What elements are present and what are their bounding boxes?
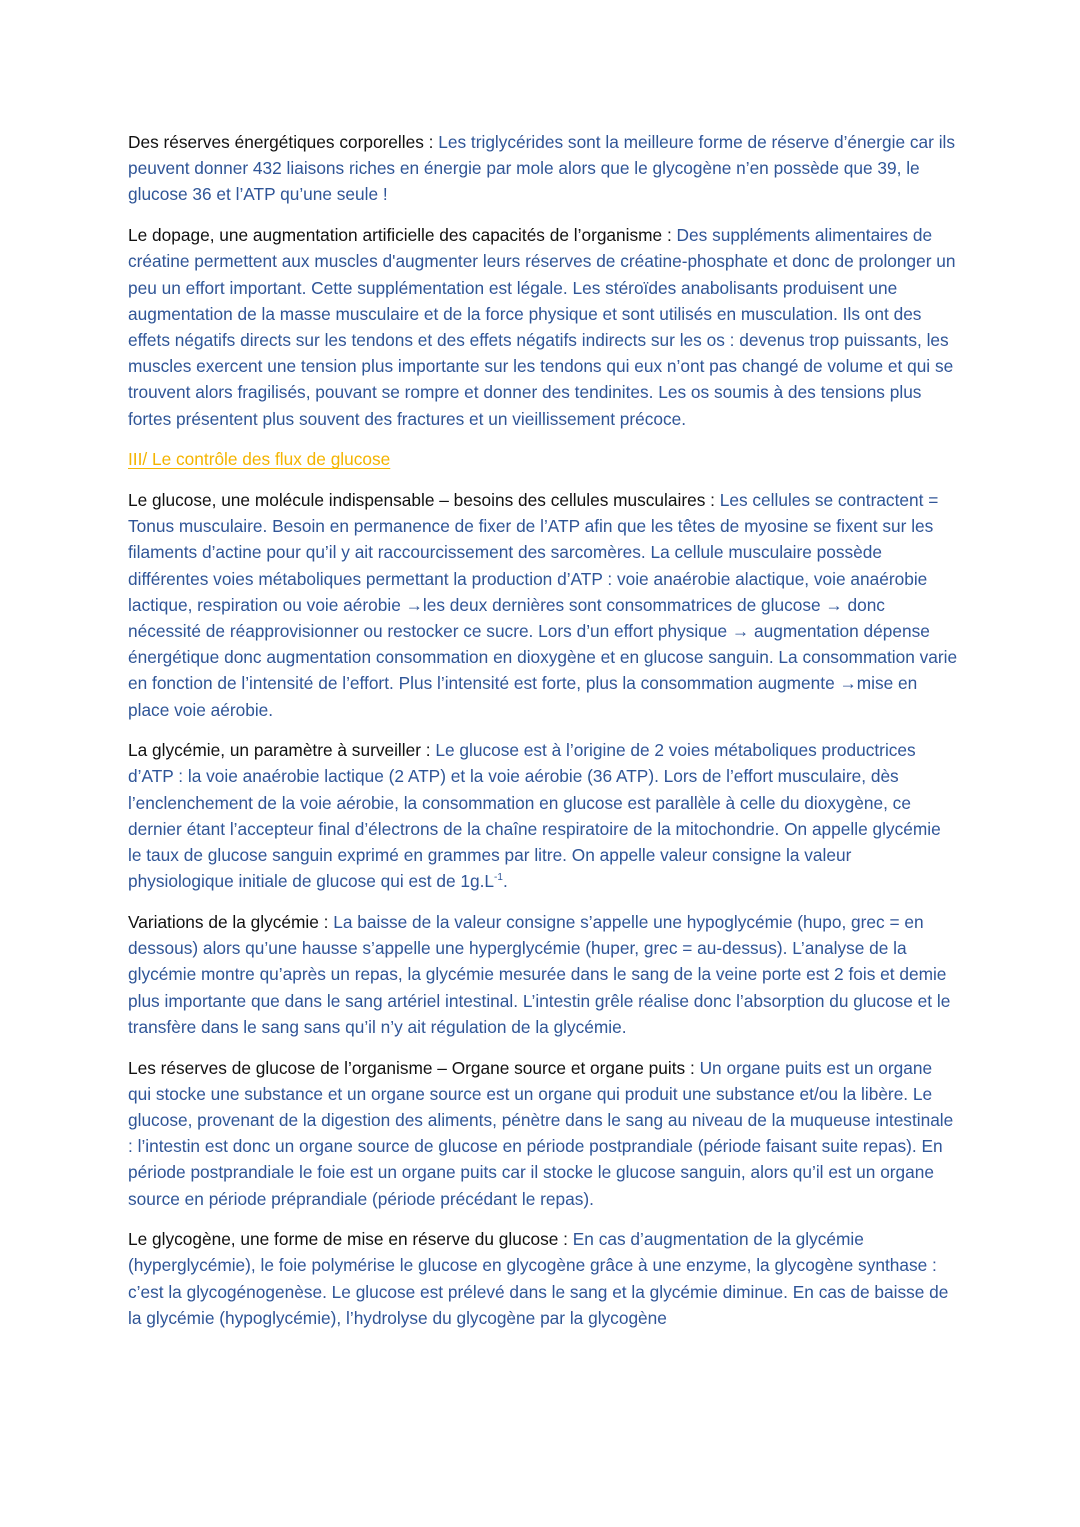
paragraph-body: Le glucose est à l’origine de 2 voies métaboliques productrices d’ATP : la voie anaérobie lactique (2 ATP) et la voie aérobie (36 ATP). Lors de l’effort musculaire, dès l’enclenchement de la voie aérobie, la consommation en glucose est parallèle à celle du dioxygène, ce dernier étant l’accepteur final d’électrons de la chaîne respiratoire de la mitochondrie. On appelle glycémie le taux de glucose sanguin exprimé en grammes par litre. On appelle valeur consigne la valeur physiologique initiale de glucose qui est de 1g.L	[128, 740, 941, 892]
paragraph-label: Le glucose, une molécule indispensable – besoins des cellules musculaires :	[128, 489, 720, 510]
paragraph-label: Le dopage, une augmentation artificielle des capacités de l’organisme :	[128, 225, 677, 246]
paragraph-label: Des réserves énergétiques corporelles :	[128, 132, 439, 152]
paragraph-body: En cas d’augmentation de la glycémie (hyperglycémie), le foie polymérise le glucose en glycogène grâce à une enzyme, la glycogène synthase : c’est la glycogénogenèse. Le glucose est prélevé dans le sang et la glycémie diminue. En cas de baisse de la glycémie (hypoglycémie), l’hydrolyse du glycogène par la glycogène	[128, 1229, 949, 1328]
paragraph-body: Les triglycérides sont la meilleure forme de réserve d’énergie car ils peuvent donner 432 liaisons riches en énergie par mole alors que le glycogène n’en possède que 39, le glucose 36 et l’ATP qu’une seule !	[128, 132, 956, 205]
paragraph-label: La glycémie, un paramètre à surveiller :	[128, 740, 436, 761]
superscript-unit: -1	[494, 872, 503, 884]
paragraph-body: Les cellules se contractent = Tonus musculaire. Besoin en permanence de fixer de l’ATP afin que les têtes de myosine se fixent sur les filaments d’actine pour qu’il y ait raccourcissement des sarcomères. La cellule musculaire possède différentes voies métaboliques permettant la production d’ATP : voie anaérobie alactique, voie anaérobie lactique, respiration ou voie aérobie →les deux dernières sont consommatrices de glucose → donc nécessité de réapprovisionner ou restocker ce sucre. Lors d’un effort physique → augmentation dépense énergétique donc augmentation consommation en dioxygène et en glucose sanguin. La consommation varie en fonction de l’intensité de l’effort. Plus l’intensité est forte, plus la consommation augmente →mise en place voie aérobie.	[128, 489, 958, 720]
paragraph-glycemie	[128, 737, 958, 894]
paragraph-variations-glycemie	[128, 909, 958, 1040]
paragraph-glucose-molecule	[128, 487, 958, 723]
paragraph-label: Le glycogène, une forme de mise en réserve du glucose :	[128, 1229, 573, 1250]
document-page	[128, 129, 958, 1346]
paragraph-reserves-glucose	[128, 1055, 958, 1212]
paragraph-body: La baisse de la valeur consigne s’appelle une hypoglycémie (hupo, grec = en dessous) alors qu’une hausse s’appelle une hyperglycémie (huper, grec = au-dessus). L’analyse de la glycémie montre qu’après un repas, la glycémie mesurée dans le sang de la veine porte est 2 fois et demie plus importante que dans le sang artériel intestinal. L’intestin grêle réalise donc l’absorption du glucose et le transfère dans le sang sans qu’il n’y ait régulation de la glycémie.	[128, 911, 951, 1037]
paragraph-dopage	[128, 222, 958, 432]
paragraph-body: Un organe puits est un organe qui stocke une substance et un organe source est un organe qui produit une substance et/ou la libère. Le glucose, provenant de la digestion des aliments, pénètre dans le sang au niveau de la muqueuse intestinale : l’intestin est donc un organe source de glucose en période postprandiale (période faisant suite repas). En période postprandiale le foie est un organe puits car il stocke le glucose sanguin, alors qu’il est un organe source en période préprandiale (période précédant le repas).	[128, 1057, 954, 1209]
paragraph-reserves-energetiques	[128, 129, 958, 208]
paragraph-glycogene	[128, 1226, 958, 1331]
paragraph-label: Variations de la glycémie :	[128, 911, 334, 932]
paragraph-label: Les réserves de glucose de l’organisme – Organe source et organe puits :	[128, 1057, 700, 1078]
paragraph-tail: .	[502, 871, 508, 892]
paragraph-body: Des suppléments alimentaires de créatine permettent aux muscles d'augmenter leurs réserves de créatine-phosphate et donc de prolonger un peu un effort important. Cette supplémentation est légale. Les stéroïdes anabolisants produisent une augmentation de la masse musculaire et de la force physique et sont utilisés en musculation. Ils ont des effets négatifs directs sur les tendons et des effets négatifs indirects sur les os : devenus trop puissants, les muscles exercent une tension plus importante sur les tendons qui eux n’ont pas changé de volume et qui se trouvent alors fragilisés, pouvant se rompre et donner des tendinites. Les os soumis à des tensions plus fortes présentent plus souvent des fractures et un vieillissement précoce.	[128, 225, 956, 429]
section-heading: III/ Le contrôle des flux de glucose	[128, 449, 391, 470]
